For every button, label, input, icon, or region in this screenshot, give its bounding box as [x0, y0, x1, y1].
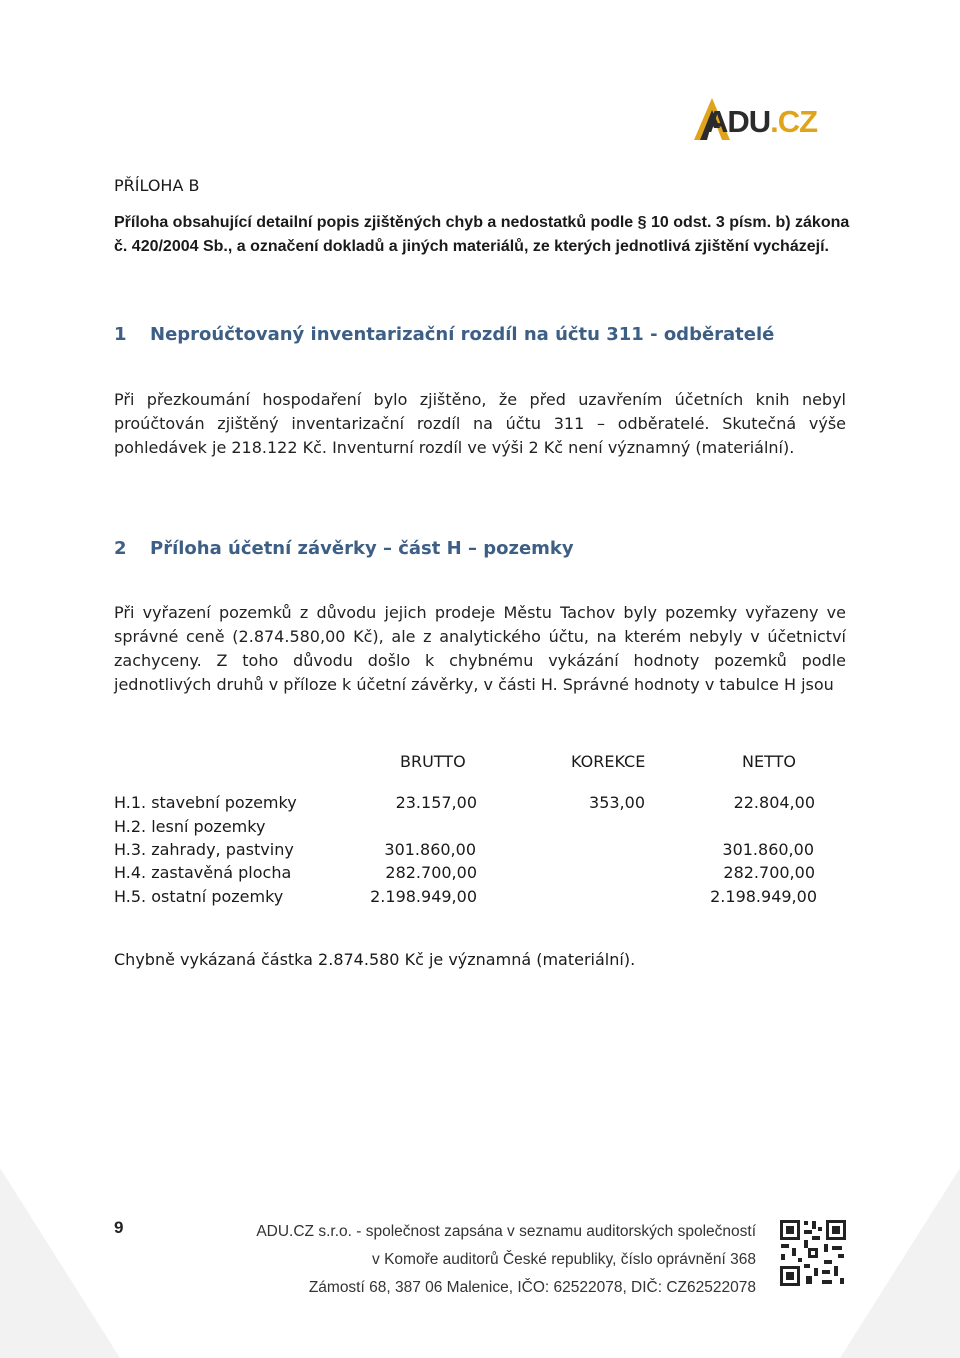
cell-netto: 301.860,00 — [722, 840, 814, 859]
section-1-heading — [114, 323, 774, 347]
footer-line: v Komoře auditorů České republiky, číslo oprávnění 368 — [372, 1251, 756, 1268]
logo-text: ADU.CZ — [706, 104, 818, 139]
cell-netto: 22.804,00 — [733, 793, 815, 812]
section-2-text: Při vyřazení pozemků z důvodu jejich prodeje Městu Tachov byly pozemky vyřazeny ve správné ceně (2.874.580,00 Kč), ale z analytického účtu, na kterém nebyly v účetnictví zachyceny. Z toho důvodu došlo k chybnému vykázání hodnoty pozemků podle jednotlivých druhů v příloze k účetní závěrky, v části H. Správné hodnoty v tabulce H jsou — [114, 603, 846, 694]
row-label: H.5. ostatní pozemky — [114, 887, 284, 906]
column-header-korekce: KOREKCE — [571, 752, 646, 771]
row-label: H.2. lesní pozemky — [114, 817, 266, 836]
table-row — [114, 838, 834, 862]
column-header-netto: NETTO — [742, 752, 796, 771]
cell-netto: 2.198.949,00 — [710, 887, 817, 906]
table-row — [114, 815, 834, 839]
annex-description: Příloha obsahující detailní popis zjištěných chyb a nedostatků podle § 10 odst. 3 písm. b) zákona č. 420/2004 Sb., a označení dokladů a jiných materiálů, ze kterých jednotlivá zjištění vycházejí. — [114, 214, 850, 255]
table-row — [114, 885, 834, 909]
footer-line: ADU.CZ s.r.o. - společnost zapsána v seznamu auditorských společností — [256, 1223, 756, 1240]
column-header-brutto: BRUTTO — [400, 752, 466, 771]
page-number: 9 — [114, 1218, 124, 1237]
section-title: Neproúčtovaný inventarizační rozdíl na účtu 311 - odběratelé — [150, 324, 775, 345]
corner-decoration — [840, 1168, 960, 1358]
row-label: H.1. stavební pozemky — [114, 793, 297, 812]
section-2-heading — [114, 537, 574, 561]
table-row — [114, 791, 834, 815]
section-1-text: Při přezkoumání hospodaření bylo zjištěno, že před uzavřením účetních knih nebyl proúčtován zjištěný inventarizační rozdíl na účtu 311 – odběratelé. Skutečná výše pohledávek je 218.122 Kč. Inventurní rozdíl ve výši 2 Kč není významný (materiální). — [114, 390, 846, 457]
cell-brutto: 282.700,00 — [385, 863, 477, 882]
table-row — [114, 861, 834, 885]
conclusion-text: Chybně vykázaná částka 2.874.580 Kč je významná (materiální). — [114, 950, 636, 969]
cell-brutto: 2.198.949,00 — [370, 887, 477, 906]
section-title: Příloha účetní závěrky – část H – pozemky — [150, 538, 574, 559]
annex-title: PŘÍLOHA B — [114, 176, 200, 195]
corner-decoration — [0, 1168, 120, 1358]
cell-brutto: 23.157,00 — [395, 793, 477, 812]
footer-line: Zámostí 68, 387 06 Malenice, IČO: 62522078, DIČ: CZ62522078 — [308, 1279, 756, 1296]
cell-netto: 282.700,00 — [723, 863, 815, 882]
row-label: H.4. zastavěná plocha — [114, 863, 292, 882]
footer-company-info — [256, 1218, 756, 1302]
row-label: H.3. zahrady, pastviny — [114, 840, 294, 859]
qr-code-icon — [778, 1218, 848, 1288]
section-number: 1 — [114, 324, 127, 345]
cell-korekce: 353,00 — [589, 793, 645, 812]
cell-brutto: 301.860,00 — [384, 840, 476, 859]
section-number: 2 — [114, 538, 127, 559]
